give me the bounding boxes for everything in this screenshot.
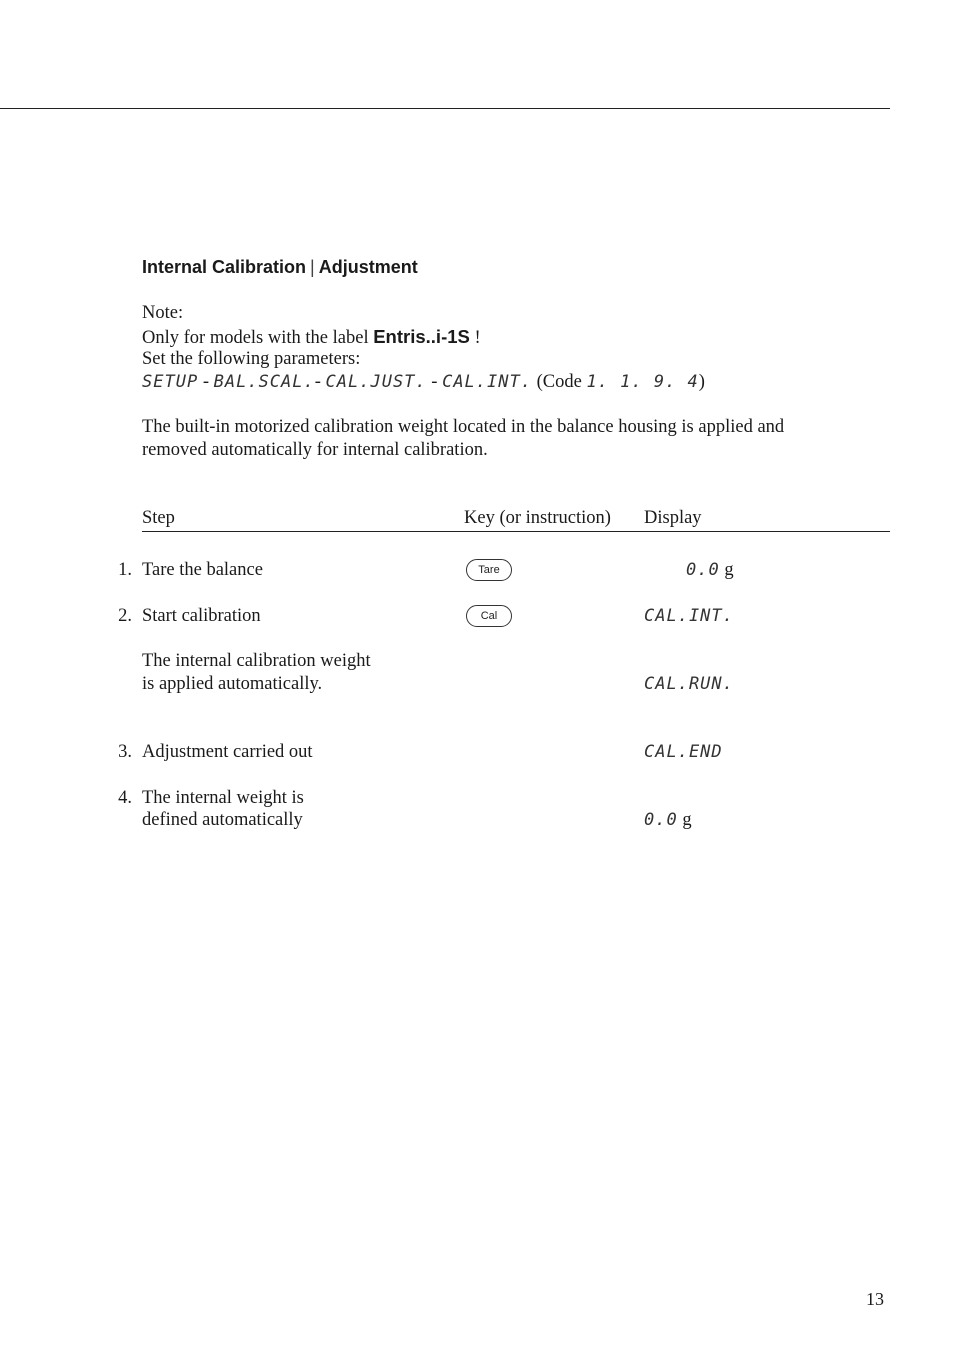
note-model-line: [142, 325, 481, 350]
top-rule: [0, 108, 890, 109]
param-sep: -: [426, 372, 443, 392]
note-model-prefix: Only for models with the label: [142, 328, 374, 348]
step-text-continued: is applied automatically.: [142, 674, 323, 694]
param-bal-scal: BAL.SCAL.: [213, 372, 315, 392]
code-suffix: ): [698, 372, 705, 392]
display-value: CAL.INT.: [644, 606, 734, 626]
display-unit: g: [682, 810, 692, 830]
note-set-parameters: Set the following parameters:: [142, 349, 361, 369]
display-value: 0.0: [686, 560, 720, 580]
code-value: 1. 1. 9. 4: [586, 372, 699, 392]
table-header-rule: [142, 531, 890, 532]
parameter-path: [142, 371, 705, 394]
description-line-1: The built-in motorized calibration weight located in the balance housing is applied and: [142, 417, 785, 437]
header-key: Key (or instruction): [464, 508, 611, 528]
step-text-continued: defined automatically: [142, 810, 303, 830]
header-display: Display: [644, 508, 702, 528]
step-text: The internal calibration weight: [142, 651, 371, 671]
section-heading: [142, 256, 418, 279]
display-readout: [686, 559, 734, 582]
step-text: Adjustment carried out: [142, 742, 313, 762]
display-value: CAL.END: [644, 742, 723, 762]
display-unit: g: [724, 560, 734, 580]
step-number: 4.: [118, 788, 132, 808]
heading-adjustment: Adjustment: [318, 257, 418, 277]
cal-key: Cal: [466, 605, 512, 627]
header-step: Step: [142, 508, 175, 528]
display-readout: [644, 673, 734, 696]
display-readout: [644, 605, 734, 628]
page-number: 13: [866, 1289, 884, 1309]
model-label: Entris..i-1S: [373, 326, 470, 347]
heading-separator: |: [310, 257, 315, 277]
display-value: 0.0: [644, 810, 678, 830]
param-sep: -: [198, 372, 214, 392]
step-number: 3.: [118, 742, 132, 762]
param-cal-just: CAL.JUST.: [325, 372, 427, 392]
description-line-2: removed automatically for internal calibration.: [142, 440, 488, 460]
note-model-suffix: !: [469, 328, 481, 348]
display-readout: [644, 809, 692, 832]
code-prefix: (Code: [531, 372, 587, 392]
step-text: Start calibration: [142, 606, 261, 626]
step-number: 1.: [118, 560, 132, 580]
param-sep: -: [314, 372, 326, 392]
note-label: Note:: [142, 303, 184, 323]
param-cal-int: CAL.INT.: [442, 372, 532, 392]
param-setup: SETUP: [142, 372, 199, 392]
heading-internal-calibration: Internal Calibration: [142, 257, 307, 277]
step-text: The internal weight is: [142, 788, 304, 808]
display-readout: [644, 741, 723, 764]
step-text: Tare the balance: [142, 560, 263, 580]
tare-key: Tare: [466, 559, 512, 581]
display-value: CAL.RUN.: [644, 674, 734, 694]
step-number: 2.: [118, 606, 132, 626]
